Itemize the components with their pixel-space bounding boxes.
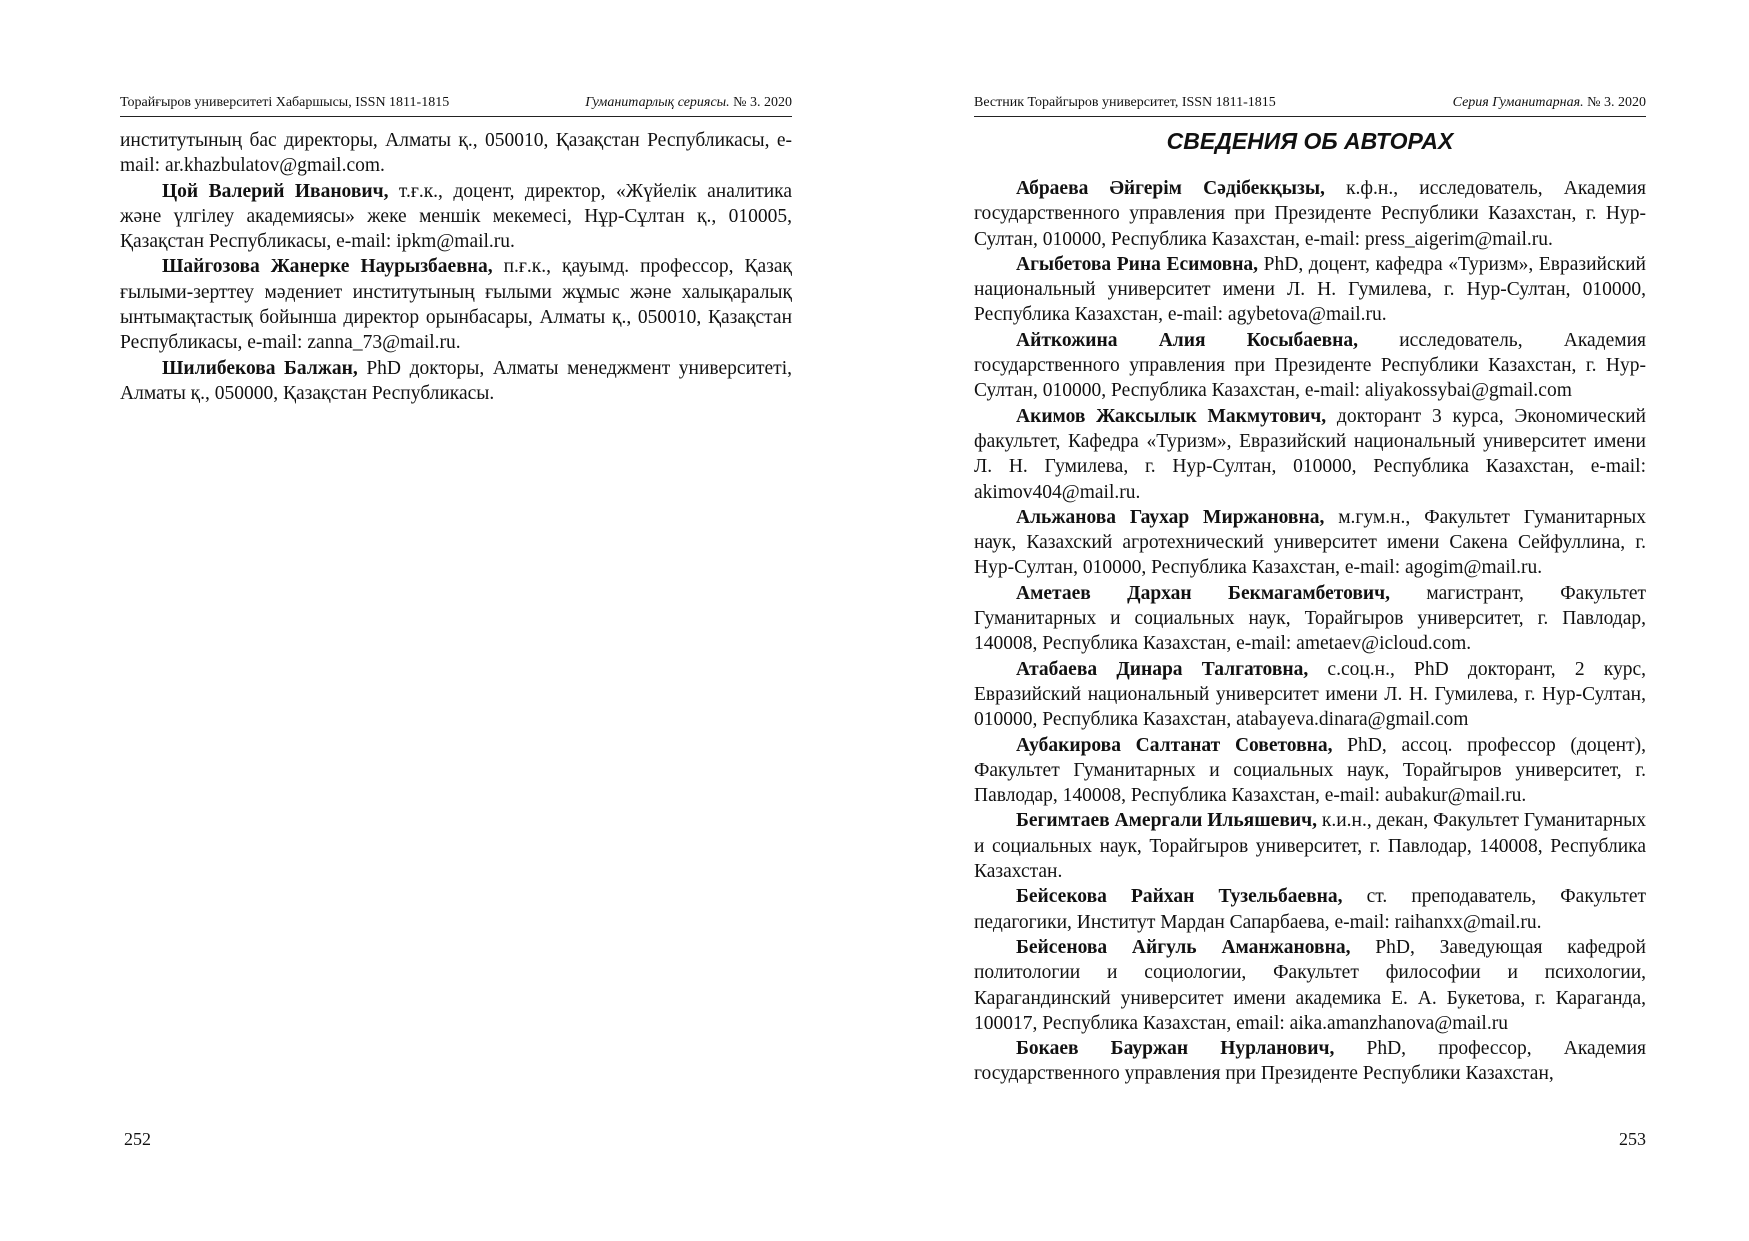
series-name: Гуманитарлық сериясы. [585, 95, 730, 110]
author-entry [120, 356, 792, 407]
author-name: Аметаев Дархан Бекмагамбетович, [1016, 582, 1390, 604]
author-name: Айткожина Алия Косыбаевна, [1016, 329, 1359, 351]
series-name: Серия Гуманитарная. [1452, 95, 1584, 110]
running-head [120, 92, 792, 117]
issue-number: № 3. 2020 [1583, 95, 1646, 110]
entry-text: магистрант, Факультет Гуманитарных и социальных наук, Торайгыров университет, г. Павлодар, 140008, Республика Казахстан, e-mail: ametaev@icloud.com. [974, 582, 1647, 655]
author-name: Агыбетова Рина Есимовна, [1016, 253, 1259, 275]
author-name: Цой Валерий Иванович, [162, 180, 389, 202]
entry-text: докторант 3 курса, Экономический факультет, Кафедра «Туризм», Евразийский национальный университет имени Л. Н. Гумилева, г. Нур-Султан, 010000, Республика Казахстан, e-mail: akimov404@mail.ru. [974, 405, 1646, 503]
entry-text: ст. преподаватель, Факультет педагогики, Институт Мардан Сапарбаева, e-mail: raihanxx@mail.ru. [974, 886, 1646, 933]
journal-title: Вестник Торайгыров университет, ISSN 1811-1815 [974, 95, 1276, 110]
series-issue [585, 92, 792, 114]
author-name: Альжанова Гаухар Миржановна, [1016, 506, 1325, 528]
entry-text: PhD, Заведующая кафедрой политологии и социологии, Факультет философии и психологии, Карагандинский университет имени академика Е. А. Букетова, г. Караганда, 100017, Республика Казахстан, email: aika.amanzhanova@mail.ru [974, 936, 1646, 1034]
author-name: Шилибекова Балжан, [162, 357, 358, 379]
author-name: Атабаева Динара Талгатовна, [1016, 658, 1309, 680]
page-number: 252 [124, 1129, 151, 1149]
author-entry [974, 505, 1646, 581]
entry-text: к.и.н., декан, Факультет Гуманитарных и социальных наук, Торайгыров университет, г. Павлодар, 140008, Республика Казахстан. [974, 810, 1647, 883]
body-text [974, 176, 1646, 1087]
page-number: 253 [1619, 1129, 1646, 1149]
author-name: Бейсенова Айгуль Аманжановна, [1016, 936, 1351, 958]
author-entry [974, 1036, 1646, 1087]
author-entry [974, 935, 1646, 1036]
journal-title: Торайғыров университеті Хабаршысы, ISSN 1811-1815 [120, 95, 450, 110]
author-name: Абраева Әйгерім Сәдібекқызы, [1016, 178, 1325, 199]
author-entry [974, 884, 1646, 935]
author-name: Бейсекова Райхан Тузельбаевна, [1016, 886, 1343, 908]
author-entry [974, 404, 1646, 505]
author-name: Аубакирова Салтанат Советовна, [1016, 734, 1333, 756]
body-text [120, 128, 792, 406]
author-entry [120, 179, 792, 255]
entry-text: PhD, доцент, кафедра «Туризм», Евразийский национальный университет имени Л. Н. Гумилева, г. Нур-Султан, 010000, Республика Казахстан, e-mail: agybetova@mail.ru. [974, 253, 1646, 326]
author-entry [974, 657, 1646, 733]
entry-text: институтының бас директоры, Алматы қ., 050010, Қазақстан Республикасы, e-mail: ar.khazbulatov@gmail.com. [120, 130, 792, 177]
author-entry [974, 581, 1646, 657]
author-entry [974, 252, 1646, 328]
right-page [974, 0, 1646, 1241]
author-name: Акимов Жаксылык Макмутович, [1016, 405, 1327, 427]
author-name: Бегимтаев Амергали Ильяшевич, [1016, 810, 1317, 832]
entry-text: PhD, профессор, Академия государственного управления при Президенте Республики Казахстан, [974, 1038, 1647, 1085]
issue-number: № 3. 2020 [729, 95, 792, 110]
entry-text: т.ғ.к., доцент, директор, «Жүйелік аналитика және үлгілеу академиясы» жеке меншік мекемесі, Нұр-Сұлтан қ., 010005, Қазақстан Республикасы, e-mail: ipkm@mail.ru. [120, 180, 792, 253]
entry-text: с.соц.н., PhD докторант, 2 курс, Евразийский национальный университет имени Л. Н. Гумилева, г. Нур-Султан, 010000, Республика Казахстан, atabayeva.dinara@gmail.com [974, 658, 1646, 731]
entry-text: п.ғ.к., қауымд. профессор, Қазақ ғылыми-зерттеу мәдениет институтының ғылыми жұмыс және халықаралық ынтымақтастық бойынша директор орынбасары, Алматы қ., 050010, Қазақстан Республикасы, e-mail: zanna_73@mail.ru. [120, 256, 792, 354]
entry-text: PhD, ассоц. профессор (доцент), Факультет Гуманитарных и социальных наук, Торайгыров университет, г. Павлодар, 140008, Республика Казахстан, e-mail: aubakur@mail.ru. [974, 734, 1646, 807]
author-name: Шайгозова Жанерке Наурызбаевна, [162, 256, 493, 278]
section-title: СВЕДЕНИЯ ОБ АВТОРАХ [1166, 128, 1454, 154]
entry-text: м.гум.н., Факультет Гуманитарных наук, Казахский агротехнический университет имени Сакена Сейфуллина, г. Нур-Султан, 010000, Республика Казахстан, e-mail: agogim@mail.ru. [974, 506, 1647, 579]
author-entry [974, 176, 1646, 252]
author-entry [120, 128, 792, 179]
entry-text: к.ф.н., исследователь, Академия государственного управления при Президенте Республики Казахстан, г. Нур-Султан, 010000, Республика Казахстан, e-mail: press_aigerim@mail.ru. [974, 178, 1646, 250]
author-entry [974, 808, 1646, 884]
author-entry [120, 254, 792, 355]
left-page [120, 0, 792, 1241]
running-head [974, 92, 1646, 117]
author-entry [974, 328, 1646, 404]
author-name: Бокаев Бауржан Нурланович, [1016, 1038, 1335, 1060]
entry-text: PhD докторы, Алматы менеджмент университеті, Алматы қ., 050000, Қазақстан Республикасы. [120, 357, 792, 404]
entry-text: исследователь, Академия государственного управления при Президенте Республики Казахстан, г. Нур-Султан, 010000, Республика Казахстан, e-mail: aliyakossybai@gmail.com [974, 329, 1646, 402]
series-issue [1453, 92, 1646, 114]
author-entry [974, 733, 1646, 809]
